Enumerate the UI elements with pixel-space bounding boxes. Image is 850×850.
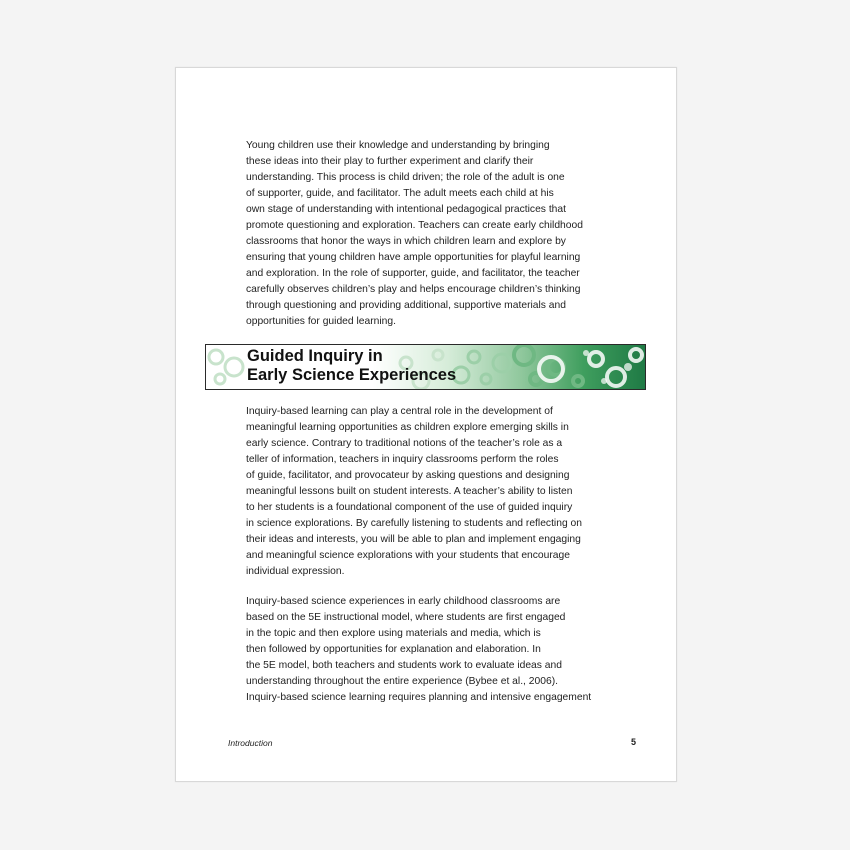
model-paragraph: Inquiry-based science experiences in early childhood classrooms are based on the 5E instructional model, where students are first engaged in the topic and then explore using materials and media, which is then followed by opportunities for explanation and elaboration. In the 5E model, both teachers and students work to evaluate ideas and understanding throughout the entire experience (Bybee et al., 2006). Inquiry-based science learning requires planning and intensive engagement (246, 596, 592, 703)
page-number: 5 (631, 737, 637, 747)
section-heading-banner (205, 344, 646, 390)
document-page (175, 67, 677, 782)
inquiry-paragraph: Inquiry-based learning can play a central role in the development of meaningful learning opportunities as children explore emerging skills in early science. Contrary to traditional notions of the teacher’s role as a teller of information, teachers in inquiry classrooms perform the roles of guide, facilitator, and provocateur by asking questions and designing meaningful lessons built on student interests. A teacher’s ability to listen to her students is a foundational component of the use of guided inquiry in science explorations. By carefully listening to students and reflecting on their ideas and interests, you will be able to plan and implement engaging and meaningful science explorations with your students that encourage individual expression. (246, 406, 582, 577)
intro-paragraph: Young children use their knowledge and understanding by bringing these ideas into their play to further experiment and clarify their understanding. This process is child driven; the role of the adult is one of supporter, guide, and facilitator. The adult meets each child at his own stage of understanding with intentional pedagogical practices that promote questioning and exploration. Teachers can create early childhood classrooms that honor the ways in which children learn and explore by ensuring that young children have ample opportunities for playful learning and exploration. In the role of supporter, guide, and facilitator, the teacher carefully observes children’s play and helps encourage children’s thinking through questioning and providing additional, supportive materials and opportunities for guided learning. (246, 140, 583, 327)
footer-section-label: Introduction (228, 738, 273, 748)
section-heading: Guided Inquiry in Early Science Experiences (247, 347, 457, 384)
